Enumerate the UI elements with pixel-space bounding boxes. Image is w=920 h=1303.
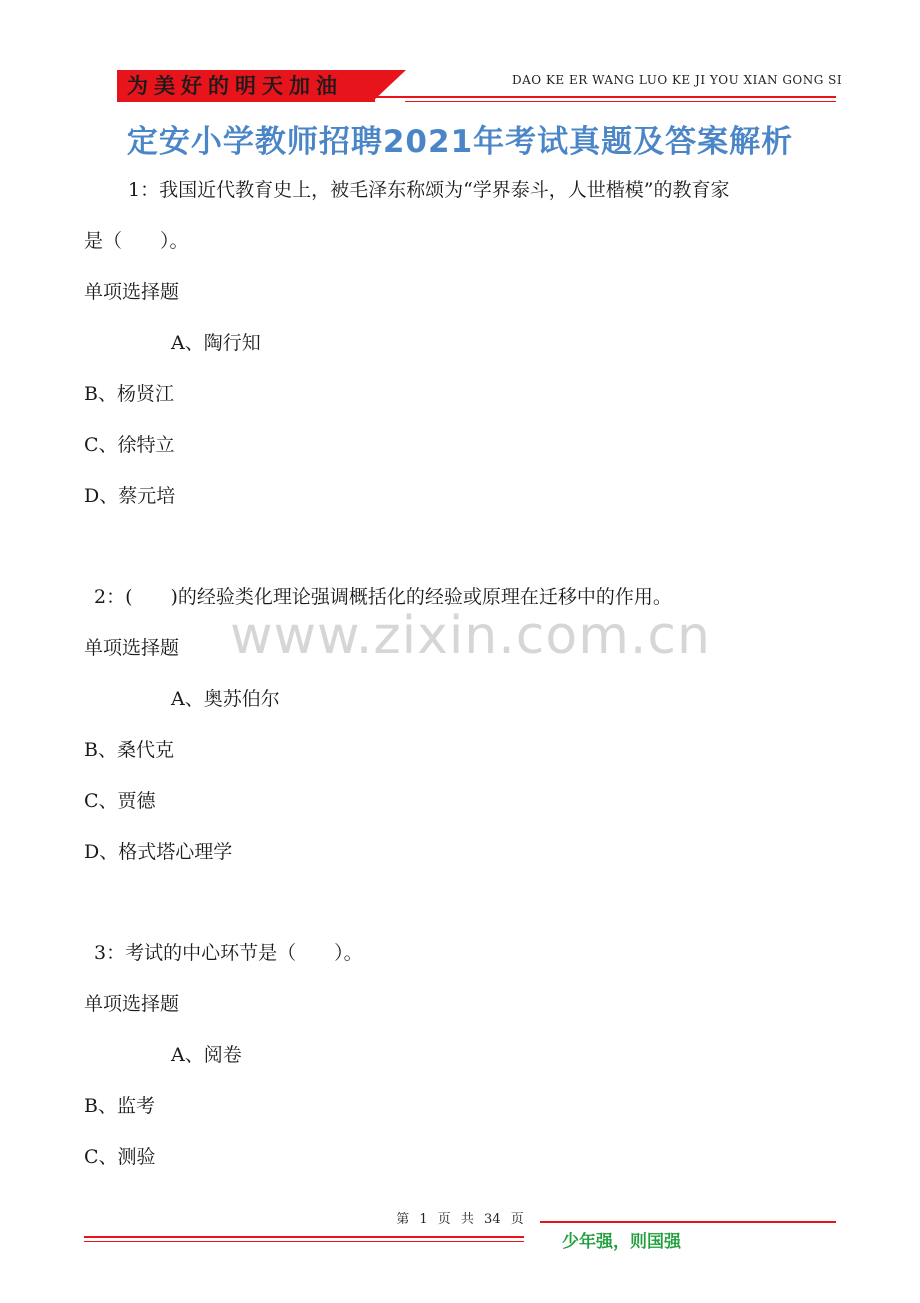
- document-title: 定安小学教师招聘2021年考试真题及答案解析: [126, 124, 794, 160]
- page-number: 第 1 页 共 34 页: [396, 1212, 524, 1227]
- question-3-option-a: A、阅卷: [171, 1044, 242, 1066]
- header-rule-thin: [405, 101, 836, 102]
- question-2-option-d: D、格式塔心理学: [84, 841, 233, 863]
- question-1-option-d: D、蔡元培: [84, 485, 176, 507]
- footer-rule: [84, 1236, 524, 1238]
- footer-rule-right: [540, 1221, 836, 1223]
- question-1-type: 单项选择题: [84, 281, 180, 303]
- watermark: www.zixin.com.cn: [230, 606, 711, 666]
- header-company: DAO KE ER WANG LUO KE JI YOU XIAN GONG SI: [512, 73, 843, 87]
- question-3-stem: 3：考试的中心环节是（ ）。: [94, 942, 363, 964]
- question-2-stem: 2：( )的经验类化理论强调概括化的经验或原理在迁移中的作用。: [94, 586, 672, 608]
- question-3-type: 单项选择题: [84, 993, 180, 1015]
- question-2-option-a: A、奥苏伯尔: [171, 688, 280, 710]
- question-3-option-b: B、监考: [84, 1095, 155, 1117]
- header-rule: [375, 96, 836, 98]
- question-1-option-a: A、陶行知: [171, 332, 261, 354]
- question-1-option-c: C、徐特立: [84, 434, 175, 456]
- header-banner: 为美好的明天加油: [117, 70, 375, 102]
- question-2-type: 单项选择题: [84, 637, 180, 659]
- footer-slogan: 少年强，则国强: [562, 1232, 681, 1252]
- question-3-option-c: C、测验: [84, 1146, 156, 1168]
- question-1-stem-line-2: 是（ ）。: [84, 230, 189, 252]
- question-2-option-c: C、贾德: [84, 790, 156, 812]
- question-1-option-b: B、杨贤江: [84, 383, 174, 405]
- question-2-option-b: B、桑代克: [84, 739, 174, 761]
- footer-rule-thin: [84, 1241, 524, 1242]
- question-1-stem-line-1: 1：我国近代教育史上，被毛泽东称颂为“学界泰斗，人世楷模”的教育家: [128, 179, 730, 201]
